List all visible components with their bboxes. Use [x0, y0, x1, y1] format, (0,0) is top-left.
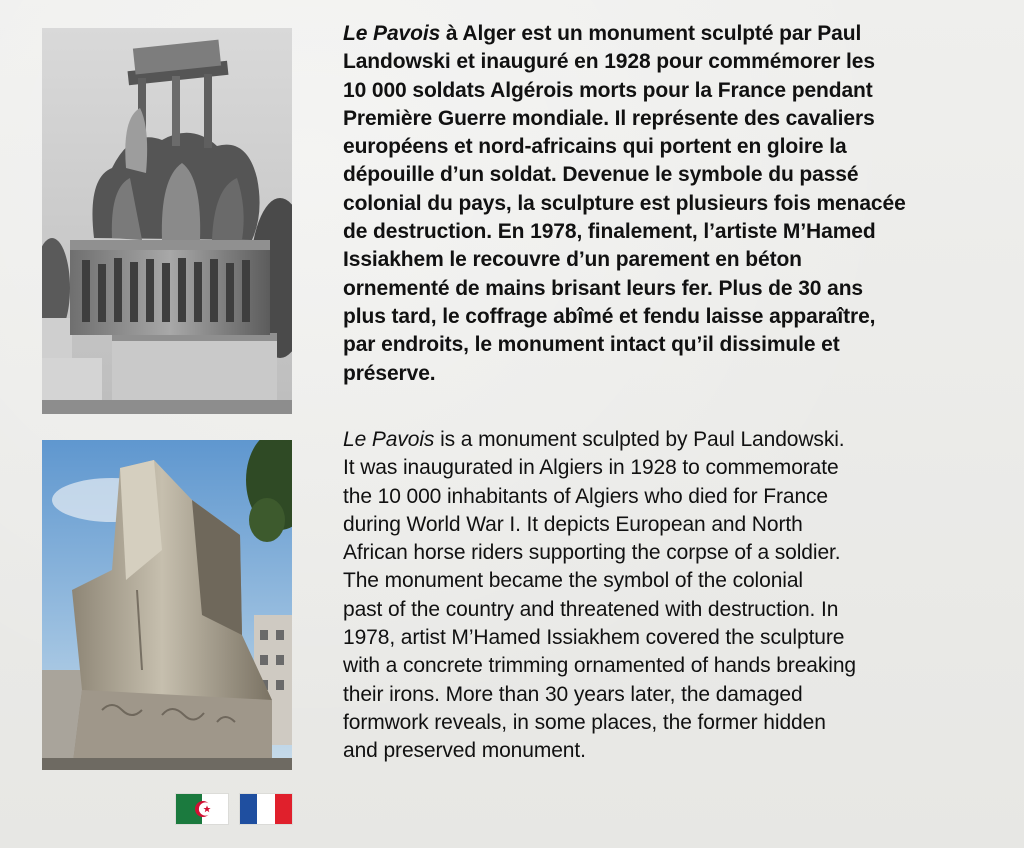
english-line: with a concrete trimming ornamented of hands breaking [343, 654, 856, 678]
english-line: past of the country and threatened with destruction. In [343, 597, 839, 621]
french-line: Le Pavois à Alger est un monument sculpté par Paul [343, 22, 862, 45]
french-line: par endroits, le monument intact qu’il dissimule et [343, 333, 840, 357]
language-flags [176, 794, 292, 824]
english-line: their irons. More than 30 years later, the damaged [343, 682, 803, 706]
english-line: African horse riders supporting the corpse of a soldier. [343, 541, 841, 565]
english-line: and preserved monument. [343, 739, 586, 763]
english-description [343, 426, 993, 766]
english-line: 1978, artist M’Hamed Issiakhem covered the sculpture [343, 626, 845, 650]
french-line: dépouille d’un soldat. Devenue le symbole du passé [343, 163, 859, 187]
algeria-flag-icon [176, 794, 228, 824]
english-line: the 10 000 inhabitants of Algiers who died for France [343, 484, 829, 508]
monument-concrete-cover-photo [42, 440, 292, 770]
title-le-pavois: Le Pavois [343, 22, 441, 45]
french-line: européens et nord-africains qui portent en gloire la [343, 135, 847, 159]
french-line: plus tard, le coffrage abîmé et fendu laisse apparaître, [343, 304, 876, 328]
english-line: It was inaugurated in Algiers in 1928 to commemorate [343, 456, 839, 480]
english-line: Le Pavois is a monument sculpted by Paul Landowski. [343, 428, 845, 451]
french-line: Première Guerre mondiale. Il représente des cavaliers [343, 106, 875, 130]
english-line: formwork reveals, in some places, the former hidden [343, 710, 826, 734]
french-line: Landowski et inauguré en 1928 pour commémorer les [343, 50, 875, 74]
english-line: during World War I. It depicts European and North [343, 512, 803, 536]
title-le-pavois: Le Pavois [343, 428, 435, 451]
french-line: colonial du pays, la sculpture est plusieurs fois menacée [343, 191, 906, 215]
french-description [343, 20, 993, 388]
english-line: The monument became the symbol of the colonial [343, 569, 803, 593]
france-flag-icon [240, 794, 292, 824]
french-line: de destruction. En 1978, finalement, l’artiste M’Hamed [343, 220, 876, 244]
french-line: Issiakhem le recouvre d’un parement en béton [343, 248, 802, 272]
french-line: 10 000 soldats Algérois morts pour la France pendant [343, 78, 873, 102]
monument-original-photo [42, 28, 292, 414]
french-line: préserve. [343, 361, 436, 385]
french-line: ornementé de mains brisant leurs fer. Plus de 30 ans [343, 276, 863, 300]
